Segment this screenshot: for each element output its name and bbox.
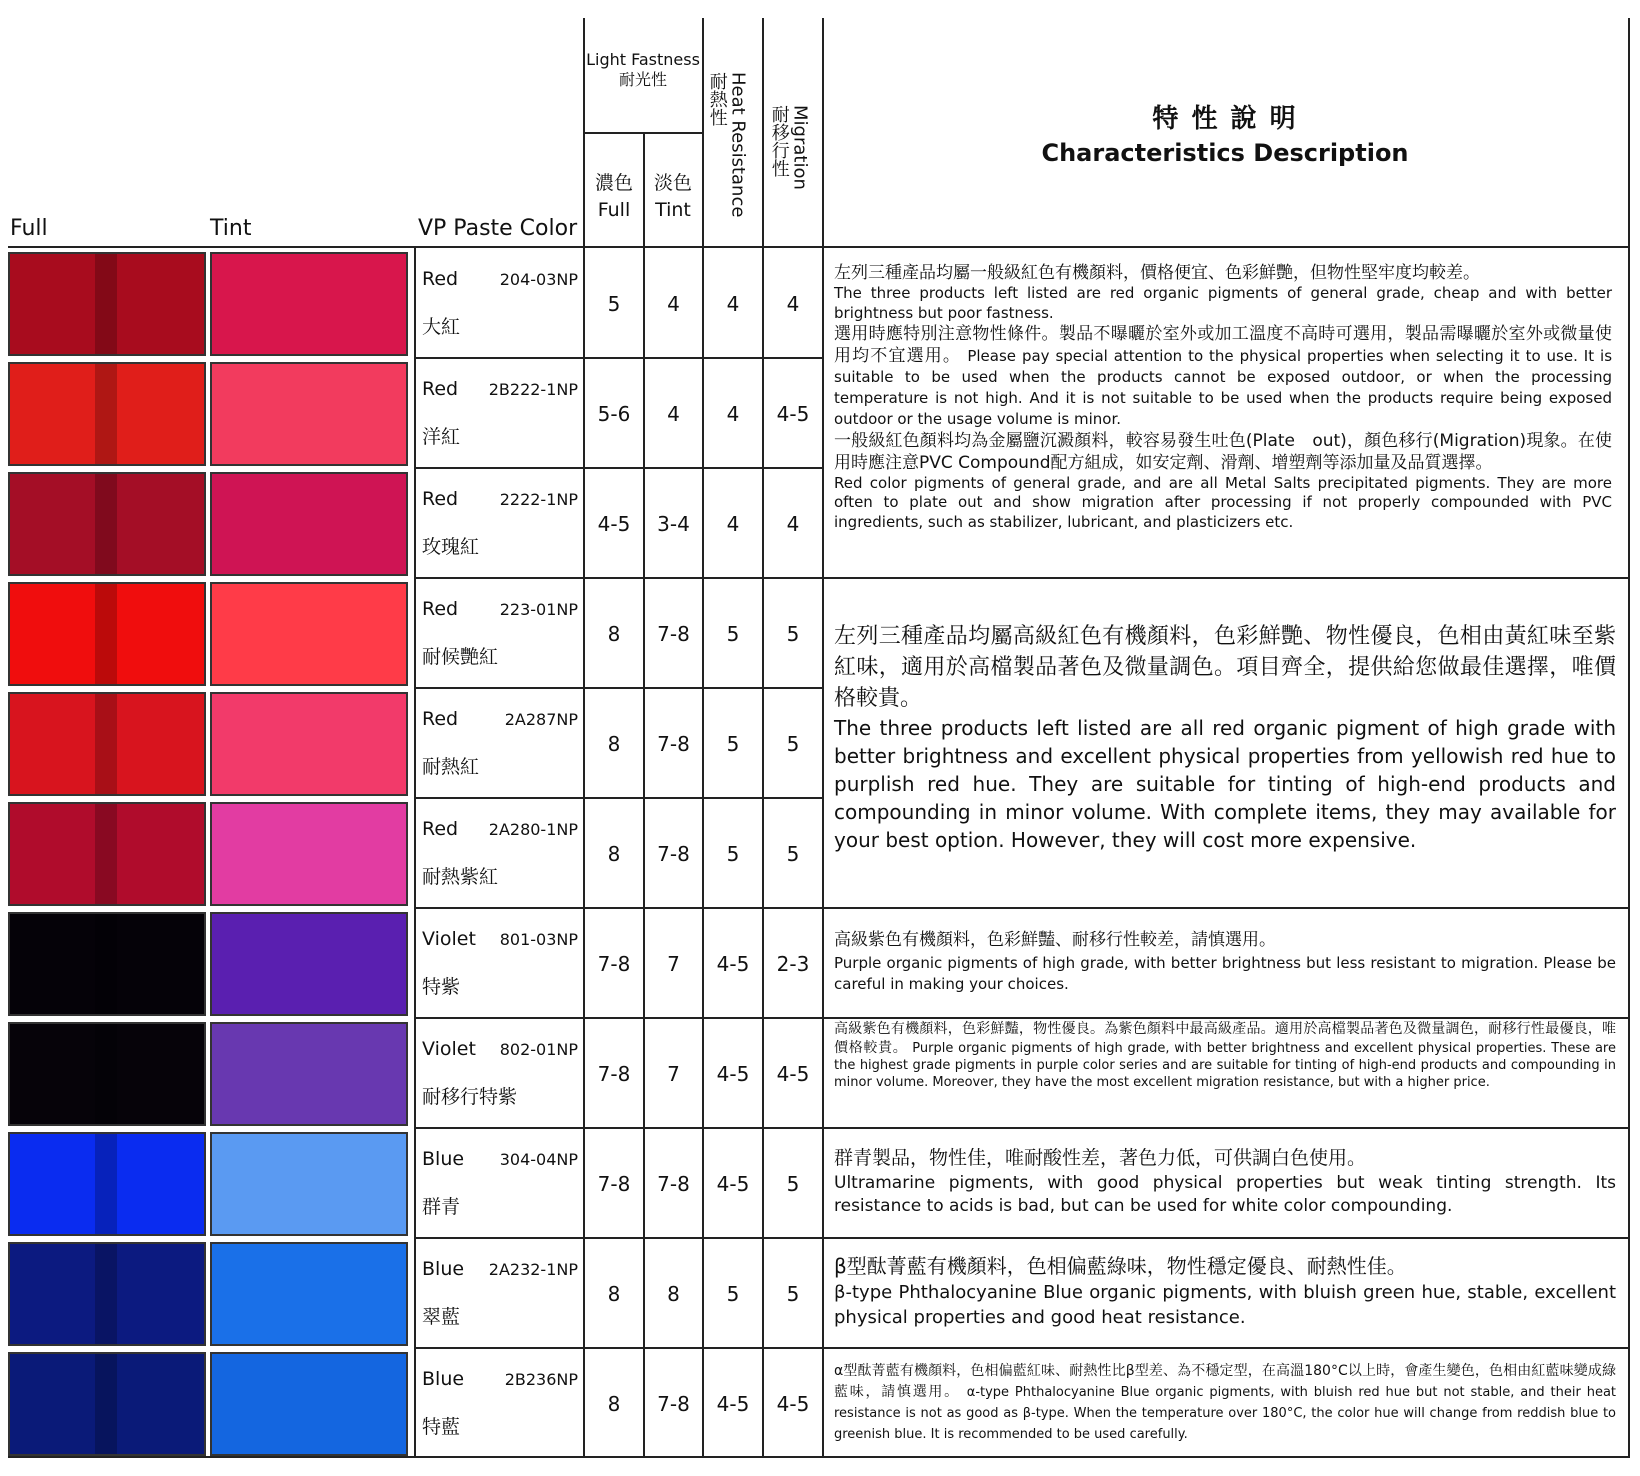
tint-swatch xyxy=(210,582,408,686)
product-name-en: Red xyxy=(422,818,459,840)
swatch-stripe xyxy=(95,804,116,904)
heat-resistance-value: 4-5 xyxy=(716,1172,750,1196)
swatch-stripe xyxy=(95,1024,116,1124)
desc-7-en: α-type Phthalocyanine Blue organic pigments, with bluish red hue but not stable, and their heat resistance is not as good as β-type. When the temperature over 180°C, the color hue will change from reddish blue to greenish blue. It is recommended to be used carefully. xyxy=(834,1384,1617,1442)
light-fastness-tint-value: 7-8 xyxy=(657,622,690,646)
product-code: 2A280-1NP xyxy=(488,820,578,839)
heat-resistance-value: 4-5 xyxy=(716,952,750,976)
migration-value: 4-5 xyxy=(776,1062,810,1086)
full-swatch xyxy=(8,1242,206,1346)
product-name-zh: 特紫 xyxy=(422,976,461,998)
desc-1-zh3: 一般級紅色顏料均為金屬鹽沉澱顏料，較容易發生吐色(Plate out)，顏色移行(Migration)現象。在使用時應注意PVC Compound配方組成，如安定劑、滑劑、增塑劑等添加量及品質選擇。 xyxy=(834,430,1612,473)
light-fastness-tint-value: 8 xyxy=(667,1282,680,1306)
swatch-stripe xyxy=(95,474,116,574)
heat-resistance-value: 4-5 xyxy=(716,1062,750,1086)
light-fastness-tint-value: 7 xyxy=(667,952,680,976)
product-code: 2B222-1NP xyxy=(488,380,578,399)
desc-4-zh: 高級紫色有機顏料，色彩鮮豔，物性優良。為紫色顏料中最高級產品。適用於高檔製品著色及微量調色，耐移行性最優良，唯價格較貴。 xyxy=(834,1021,1616,1056)
desc-3-zh: 高級紫色有機顏料，色彩鮮豔、耐移行性較差，請慎選用。 xyxy=(834,930,1276,950)
light-fastness-full-value: 5 xyxy=(607,292,621,316)
migration-value: 5 xyxy=(786,1172,800,1196)
desc-4-en: Purple organic pigments of high grade, with better brightness and excellent physical properties. These are the highest grade pigments in purple color series and are suitable for tinting of high-end products and compounding in minor volume. Moreover, they have the most excellent migration resistance, but with a higher price. xyxy=(834,1040,1616,1090)
migration-value: 4-5 xyxy=(776,402,810,426)
product-name-zh: 翠藍 xyxy=(422,1306,461,1328)
light-fastness-tint-value: 7-8 xyxy=(657,1392,690,1416)
migration-value: 4-5 xyxy=(776,1392,810,1416)
product-name-en: Blue xyxy=(422,1258,465,1280)
header-light-fastness xyxy=(584,50,702,90)
tint-swatch xyxy=(210,472,408,576)
migration-value: 5 xyxy=(786,1282,800,1306)
full-swatch xyxy=(8,472,206,576)
description-group-2 xyxy=(834,622,1616,854)
light-fastness-tint-value: 7-8 xyxy=(657,1172,690,1196)
desc-5-zh: 群青製品，物性佳，唯耐酸性差，著色力低，可供調白色使用。 xyxy=(834,1147,1367,1169)
description-group-3 xyxy=(834,928,1616,996)
product-name-zh: 特藍 xyxy=(422,1416,461,1438)
tint-swatch xyxy=(210,1242,408,1346)
heat-resistance-value: 4-5 xyxy=(716,1392,750,1416)
product-name-zh: 大紅 xyxy=(422,316,461,338)
product-name-en: Red xyxy=(422,708,459,730)
product-code: 2A287NP xyxy=(504,710,578,729)
product-name-zh: 耐移行特紫 xyxy=(422,1086,518,1108)
full-swatch xyxy=(8,1132,206,1236)
migration-value: 5 xyxy=(786,732,800,756)
tint-swatch xyxy=(210,1022,408,1126)
grid-line xyxy=(8,246,1630,248)
description-group-7 xyxy=(834,1360,1616,1443)
light-fastness-tint-value: 4 xyxy=(667,292,680,316)
heat-zh: 耐熱性 xyxy=(706,72,728,126)
light-fastness-full-value: 8 xyxy=(607,1282,621,1306)
product-name-en: Blue xyxy=(422,1368,465,1390)
swatch-stripe xyxy=(95,1244,116,1344)
swatch-stripe xyxy=(95,254,116,354)
migration-zh: 耐移行性 xyxy=(768,105,790,177)
product-name-zh: 耐候艷紅 xyxy=(422,646,499,668)
product-name-zh: 耐熱紫紅 xyxy=(422,866,499,888)
grid-line xyxy=(822,1127,1630,1129)
migration-value: 5 xyxy=(786,622,800,646)
grid-line xyxy=(822,577,1630,579)
desc-1-en2: Please pay special attention to the physical properties when selecting it to use. It is suitable to be used when the products cannot be exposed outdoor, or when the processing temperature is not high. And it is not suitable to be used when the products require being exposed outdoor or the usage volume is minor. xyxy=(834,347,1613,428)
product-code: 802-01NP xyxy=(499,1040,578,1059)
light-fastness-zh: 耐光性 xyxy=(618,70,667,89)
tint-swatch xyxy=(210,692,408,796)
full-swatch xyxy=(8,1352,206,1456)
heat-resistance-value: 5 xyxy=(726,1282,740,1306)
light-fastness-en: Light Fastness xyxy=(586,50,700,69)
product-code: 223-01NP xyxy=(499,600,578,619)
light-fastness-full-value: 7-8 xyxy=(597,952,631,976)
header-lf-full xyxy=(584,170,644,223)
heat-resistance-value: 5 xyxy=(726,622,740,646)
grid-line xyxy=(822,907,1630,909)
swatch-stripe xyxy=(95,1354,116,1454)
swatch-stripe xyxy=(95,694,116,794)
light-fastness-tint-value: 7-8 xyxy=(657,732,690,756)
description-group-6 xyxy=(834,1252,1616,1330)
tint-swatch xyxy=(210,1352,408,1456)
product-code: 801-03NP xyxy=(499,930,578,949)
heat-resistance-value: 5 xyxy=(726,732,740,756)
description-group-5 xyxy=(834,1145,1616,1219)
migration-value: 4 xyxy=(786,292,800,316)
desc-3-en: Purple organic pigments of high grade, with better brightness but less resistant to migration. Please be careful in making your choices. xyxy=(834,953,1616,994)
lf-full-zh: 濃色 xyxy=(594,172,633,194)
header-full-label: Full xyxy=(10,216,48,241)
tint-swatch xyxy=(210,362,408,466)
product-name-en: Red xyxy=(422,488,459,510)
desc-1-zh2: 選用時應特別注意物性條件。製品不曝曬於室外或加工溫度不高時可選用，製品需曝曬於室外或微量使用均不宜選用。 xyxy=(834,324,1612,367)
tint-swatch xyxy=(210,802,408,906)
header-heat-resistance xyxy=(706,72,747,222)
description-group-1 xyxy=(834,262,1616,532)
product-code: 304-04NP xyxy=(499,1150,578,1169)
desc-1-zh: 左列三種產品均屬一般級紅色有機顏料，價格便宜、色彩鮮艷，但物性堅牢度均較差。 xyxy=(834,263,1480,283)
lf-tint-zh: 淡色 xyxy=(653,172,692,194)
full-swatch xyxy=(8,802,206,906)
tint-swatch xyxy=(210,252,408,356)
product-name-zh: 耐熱紅 xyxy=(422,756,480,778)
light-fastness-full-value: 8 xyxy=(607,732,621,756)
product-code: 204-03NP xyxy=(499,270,578,289)
light-fastness-full-value: 7-8 xyxy=(597,1062,631,1086)
characteristics-en: Characteristics Description xyxy=(1041,139,1409,167)
light-fastness-tint-value: 7-8 xyxy=(657,842,690,866)
heat-resistance-value: 4 xyxy=(726,292,740,316)
migration-value: 5 xyxy=(786,842,800,866)
header-characteristics xyxy=(834,98,1616,167)
grid-line xyxy=(822,1347,1630,1349)
desc-7-zh: α型酞菁藍有機顏料，色相偏藍紅味、耐熱性比β型差、為不穩定型，在高溫180°C以上時，會產生變色，色相由紅藍味變成綠藍味，請慎選用。 xyxy=(834,1363,1616,1400)
heat-resistance-value: 4 xyxy=(726,512,740,536)
desc-1-en3: Red color pigments of general grade, and are all Metal Salts precipitated pigments. They are more often to plate out and show migration after processing if not properly compounded with PVC ingredients, such as stabilizer, lubricant, and plasticizers etc. xyxy=(834,473,1612,531)
product-code: 2A232-1NP xyxy=(488,1260,578,1279)
swatch-stripe xyxy=(95,364,116,464)
heat-en: Heat Resistance xyxy=(727,72,749,218)
light-fastness-tint-value: 3-4 xyxy=(657,512,690,536)
tint-swatch xyxy=(210,912,408,1016)
heat-resistance-value: 5 xyxy=(726,842,740,866)
grid-line xyxy=(822,1237,1630,1239)
migration-en: Migration xyxy=(789,105,811,190)
product-code: 2B236NP xyxy=(504,1370,578,1389)
light-fastness-full-value: 5-6 xyxy=(597,402,631,426)
product-name-en: Red xyxy=(422,598,459,620)
desc-5-en: Ultramarine pigments, with good physical properties but weak tinting strength. Its resistance to acids is bad, but can be used for white color compounding. xyxy=(834,1172,1616,1217)
light-fastness-full-value: 8 xyxy=(607,622,621,646)
full-swatch xyxy=(8,362,206,466)
product-name-en: Violet xyxy=(422,928,476,950)
migration-value: 2-3 xyxy=(776,952,810,976)
product-name-en: Blue xyxy=(422,1148,465,1170)
description-group-4 xyxy=(834,1020,1616,1092)
product-name-zh: 洋紅 xyxy=(422,426,461,448)
grid-line xyxy=(822,18,824,1458)
swatch-stripe xyxy=(95,914,116,1014)
full-swatch xyxy=(8,912,206,1016)
grid-line xyxy=(1628,18,1630,1458)
product-name-en: Violet xyxy=(422,1038,476,1060)
full-swatch xyxy=(8,1022,206,1126)
product-name-zh: 玫瑰紅 xyxy=(422,536,480,558)
desc-2-en: The three products left listed are all red organic pigment of high grade with better brightness and excellent physical properties from yellowish red hue to purplish red hue. They are suitable for tinting of high-end products and compounding in minor volume. With complete items, they may available for your best option. However, they will cost more expensive. xyxy=(834,716,1616,853)
header-tint-label: Tint xyxy=(210,216,252,241)
desc-2-zh: 左列三種產品均屬高級紅色有機顏料，色彩鮮艷、物性優良，色相由黃紅味至紫紅味，適用於高檔製品著色及微量調色。項目齊全，提供給您做最佳選擇，唯價格較貴。 xyxy=(834,624,1616,711)
header-vp-paste-color: VP Paste Color xyxy=(418,216,578,241)
desc-6-zh: β型酞菁藍有機顏料，色相偏藍綠味，物性穩定優良、耐熱性佳。 xyxy=(834,1254,1407,1278)
desc-1-en: The three products left listed are red organic pigments of general grade, cheap and with better brightness but poor fastness. xyxy=(834,284,1612,322)
light-fastness-full-value: 4-5 xyxy=(597,512,631,536)
grid-line xyxy=(822,1017,1630,1019)
product-name-zh: 群青 xyxy=(422,1196,461,1218)
lf-tint-en: Tint xyxy=(655,198,691,221)
full-swatch xyxy=(8,252,206,356)
header-migration xyxy=(768,105,809,225)
product-name-en: Red xyxy=(422,268,459,290)
header-lf-tint xyxy=(644,170,702,223)
tint-swatch xyxy=(210,1132,408,1236)
swatch-stripe xyxy=(95,1134,116,1234)
full-swatch xyxy=(8,582,206,686)
light-fastness-tint-value: 7 xyxy=(667,1062,680,1086)
migration-value: 4 xyxy=(786,512,800,536)
desc-6-en: β-type Phthalocyanine Blue organic pigments, with bluish green hue, stable, excellent physical properties and good heat resistance. xyxy=(834,1282,1616,1329)
light-fastness-full-value: 8 xyxy=(607,1392,621,1416)
light-fastness-full-value: 8 xyxy=(607,842,621,866)
light-fastness-full-value: 7-8 xyxy=(597,1172,631,1196)
product-name-en: Red xyxy=(422,378,459,400)
grid-line xyxy=(583,132,704,134)
full-swatch xyxy=(8,692,206,796)
product-code: 2222-1NP xyxy=(499,490,578,509)
characteristics-zh: 特 性 說 明 xyxy=(1152,104,1298,134)
swatch-stripe xyxy=(95,584,116,684)
heat-resistance-value: 4 xyxy=(726,402,740,426)
light-fastness-tint-value: 4 xyxy=(667,402,680,426)
lf-full-en: Full xyxy=(597,198,631,221)
grid-line xyxy=(414,248,416,1458)
